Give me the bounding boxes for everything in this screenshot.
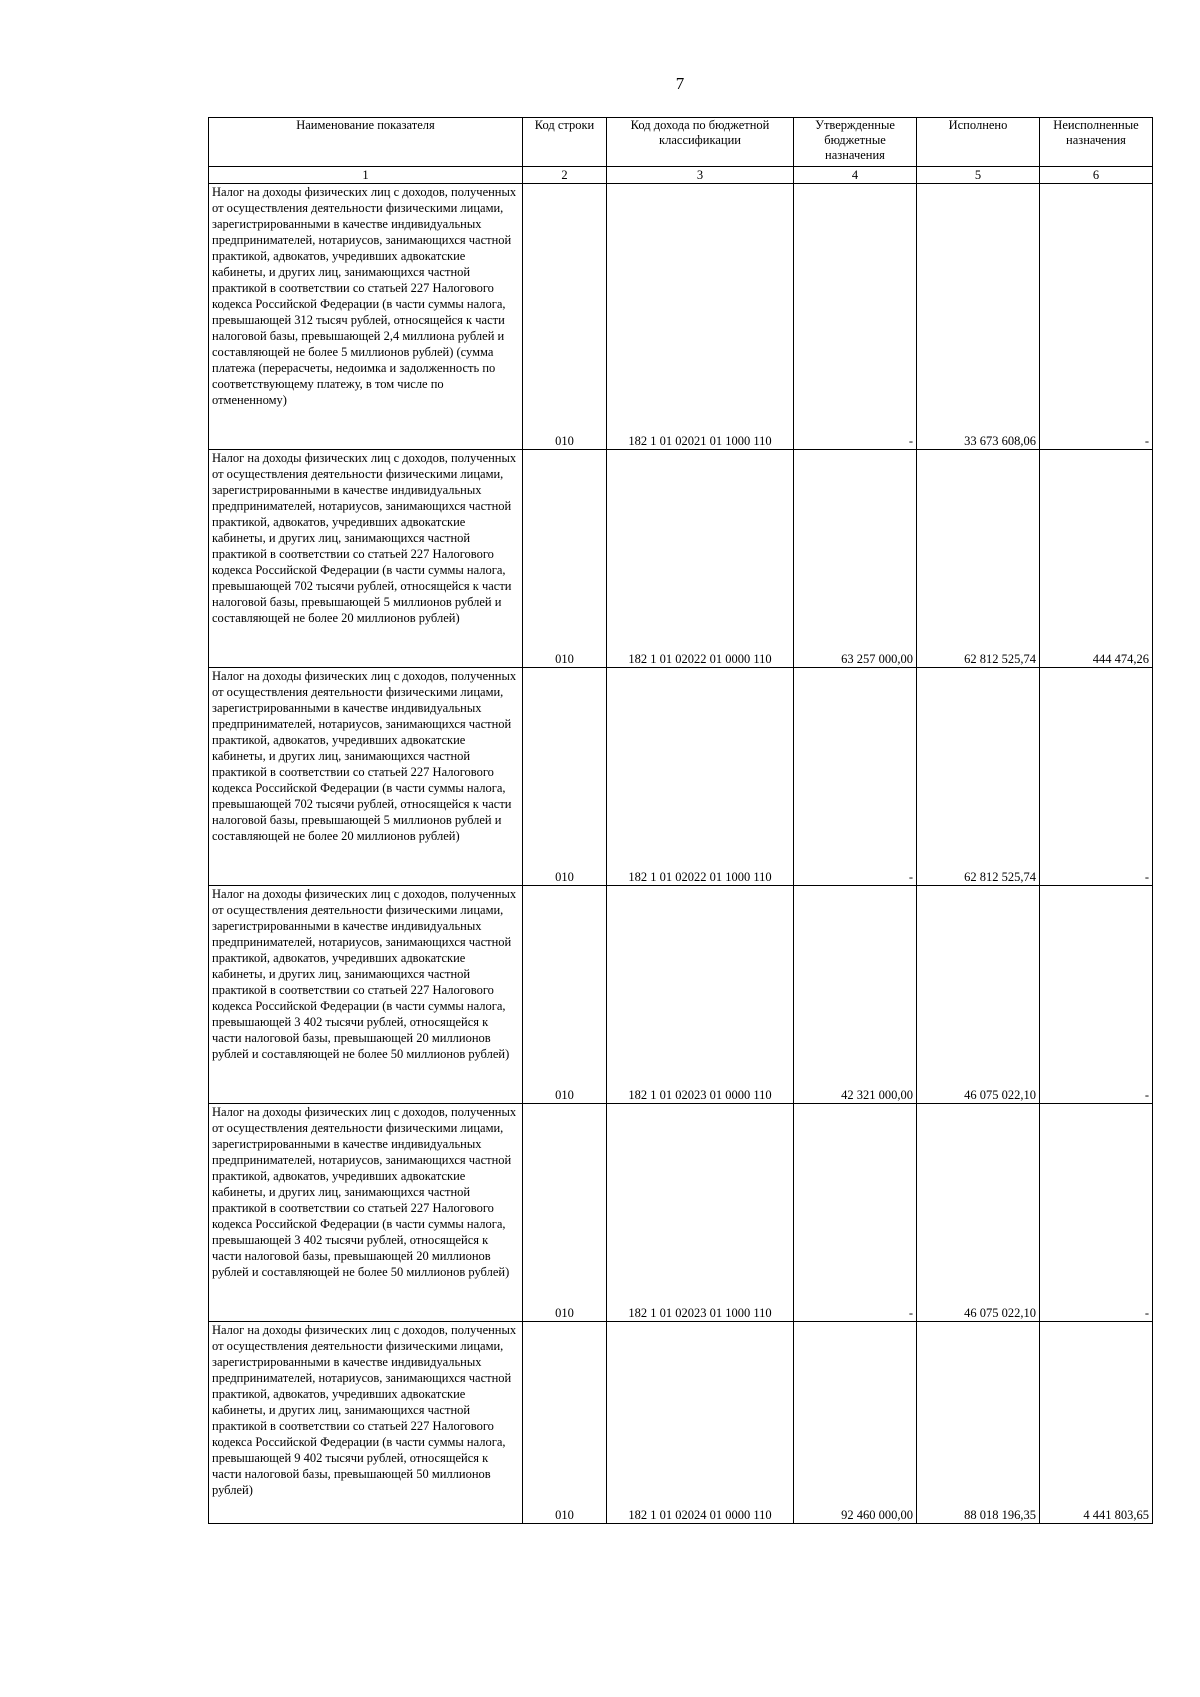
revenue-code: 182 1 01 02023 01 1000 110 bbox=[607, 1104, 794, 1322]
line-code: 010 bbox=[523, 184, 607, 450]
executed-amount: 88 018 196,35 bbox=[917, 1322, 1040, 1524]
unexecuted-amount: - bbox=[1040, 1104, 1153, 1322]
executed-amount: 46 075 022,10 bbox=[917, 886, 1040, 1104]
column-header-unexecuted: Неисполненные назначения bbox=[1040, 118, 1153, 167]
column-number: 2 bbox=[523, 167, 607, 184]
indicator-name: Налог на доходы физических лиц с доходов, полученных от осуществления деятельности физическими лицами, зарегистрированными в качестве индивидуальных предпринимателей, нотариусов, занимающихся частной практикой, адвокатов, учредивших адвокатские кабинеты, и других лиц, занимающихся частной практикой в соответствии со статьей 227 Налогового кодекса Российской Федерации (в части суммы налога, превышающей 3 402 тысячи рублей, относящейся к части налоговой базы, превышающей 20 миллионов рублей и составляющей не более 50 миллионов рублей) bbox=[209, 1104, 523, 1322]
column-number: 4 bbox=[794, 167, 917, 184]
approved-amount: 42 321 000,00 bbox=[794, 886, 917, 1104]
line-code: 010 bbox=[523, 668, 607, 886]
line-code: 010 bbox=[523, 886, 607, 1104]
approved-amount: - bbox=[794, 668, 917, 886]
revenue-code: 182 1 01 02021 01 1000 110 bbox=[607, 184, 794, 450]
indicator-name: Налог на доходы физических лиц с доходов, полученных от осуществления деятельности физическими лицами, зарегистрированными в качестве индивидуальных предпринимателей, нотариусов, занимающихся частной практикой, адвокатов, учредивших адвокатские кабинеты, и других лиц, занимающихся частной практикой в соответствии со статьей 227 Налогового кодекса Российской Федерации (в части суммы налога, превышающей 702 тысячи рублей, относящейся к части налоговой базы, превышающей 5 миллионов рублей и составляющей не более 20 миллионов рублей) bbox=[209, 668, 523, 886]
revenue-code: 182 1 01 02022 01 0000 110 bbox=[607, 450, 794, 668]
approved-amount: 63 257 000,00 bbox=[794, 450, 917, 668]
approved-amount: - bbox=[794, 1104, 917, 1322]
revenue-code: 182 1 01 02022 01 1000 110 bbox=[607, 668, 794, 886]
table-row bbox=[209, 1104, 1153, 1322]
column-number: 3 bbox=[607, 167, 794, 184]
indicator-name: Налог на доходы физических лиц с доходов, полученных от осуществления деятельности физическими лицами, зарегистрированными в качестве индивидуальных предпринимателей, нотариусов, занимающихся частной практикой, адвокатов, учредивших адвокатские кабинеты, и других лиц, занимающихся частной практикой в соответствии со статьей 227 Налогового кодекса Российской Федерации (в части суммы налога, превышающей 312 тысяч рублей, относящейся к части налоговой базы, превышающей 2,4 миллиона рублей и составляющей не более 5 миллионов рублей) (сумма платежа (перерасчеты, недоимка и задолженность по соответствующему платежу, в том числе по отмененному) bbox=[209, 184, 523, 450]
executed-amount: 33 673 608,06 bbox=[917, 184, 1040, 450]
table-row bbox=[209, 668, 1153, 886]
unexecuted-amount: - bbox=[1040, 184, 1153, 450]
column-header-revenue-code: Код дохода по бюджетной классификации bbox=[607, 118, 794, 167]
unexecuted-amount: - bbox=[1040, 886, 1153, 1104]
page-number: 7 bbox=[675, 74, 685, 93]
approved-amount: - bbox=[794, 184, 917, 450]
executed-amount: 62 812 525,74 bbox=[917, 668, 1040, 886]
table-row bbox=[209, 184, 1153, 450]
indicator-name: Налог на доходы физических лиц с доходов, полученных от осуществления деятельности физическими лицами, зарегистрированными в качестве индивидуальных предпринимателей, нотариусов, занимающихся частной практикой, адвокатов, учредивших адвокатские кабинеты, и других лиц, занимающихся частной практикой в соответствии со статьей 227 Налогового кодекса Российской Федерации (в части суммы налога, превышающей 702 тысячи рублей, относящейся к части налоговой базы, превышающей 5 миллионов рублей и составляющей не более 20 миллионов рублей) bbox=[209, 450, 523, 668]
column-number: 5 bbox=[917, 167, 1040, 184]
line-code: 010 bbox=[523, 1322, 607, 1524]
revenue-code: 182 1 01 02023 01 0000 110 bbox=[607, 886, 794, 1104]
approved-amount: 92 460 000,00 bbox=[794, 1322, 917, 1524]
line-code: 010 bbox=[523, 450, 607, 668]
line-code: 010 bbox=[523, 1104, 607, 1322]
revenue-code: 182 1 01 02024 01 0000 110 bbox=[607, 1322, 794, 1524]
table-row bbox=[209, 1322, 1153, 1524]
unexecuted-amount: - bbox=[1040, 668, 1153, 886]
revenue-table bbox=[208, 117, 1153, 1524]
column-number-row bbox=[209, 167, 1153, 184]
table-row bbox=[209, 450, 1153, 668]
unexecuted-amount: 4 441 803,65 bbox=[1040, 1322, 1153, 1524]
table-row bbox=[209, 886, 1153, 1104]
indicator-name: Налог на доходы физических лиц с доходов, полученных от осуществления деятельности физическими лицами, зарегистрированными в качестве индивидуальных предпринимателей, нотариусов, занимающихся частной практикой, адвокатов, учредивших адвокатские кабинеты, и других лиц, занимающихся частной практикой в соответствии со статьей 227 Налогового кодекса Российской Федерации (в части суммы налога, превышающей 3 402 тысячи рублей, относящейся к части налоговой базы, превышающей 20 миллионов рублей и составляющей не более 50 миллионов рублей) bbox=[209, 886, 523, 1104]
column-header-executed: Исполнено bbox=[917, 118, 1040, 167]
unexecuted-amount: 444 474,26 bbox=[1040, 450, 1153, 668]
indicator-name: Налог на доходы физических лиц с доходов, полученных от осуществления деятельности физическими лицами, зарегистрированными в качестве индивидуальных предпринимателей, нотариусов, занимающихся частной практикой, адвокатов, учредивших адвокатские кабинеты, и других лиц, занимающихся частной практикой в соответствии со статьей 227 Налогового кодекса Российской Федерации (в части суммы налога, превышающей 9 402 тысячи рублей, относящейся к части налоговой базы, превышающей 50 миллионов рублей) bbox=[209, 1322, 523, 1524]
executed-amount: 46 075 022,10 bbox=[917, 1104, 1040, 1322]
column-header-name: Наименование показателя bbox=[209, 118, 523, 167]
header-row bbox=[209, 118, 1153, 167]
column-number: 1 bbox=[209, 167, 523, 184]
column-header-line-code: Код строки bbox=[523, 118, 607, 167]
column-header-approved: Утвержденные бюджетные назначения bbox=[794, 118, 917, 167]
executed-amount: 62 812 525,74 bbox=[917, 450, 1040, 668]
column-number: 6 bbox=[1040, 167, 1153, 184]
